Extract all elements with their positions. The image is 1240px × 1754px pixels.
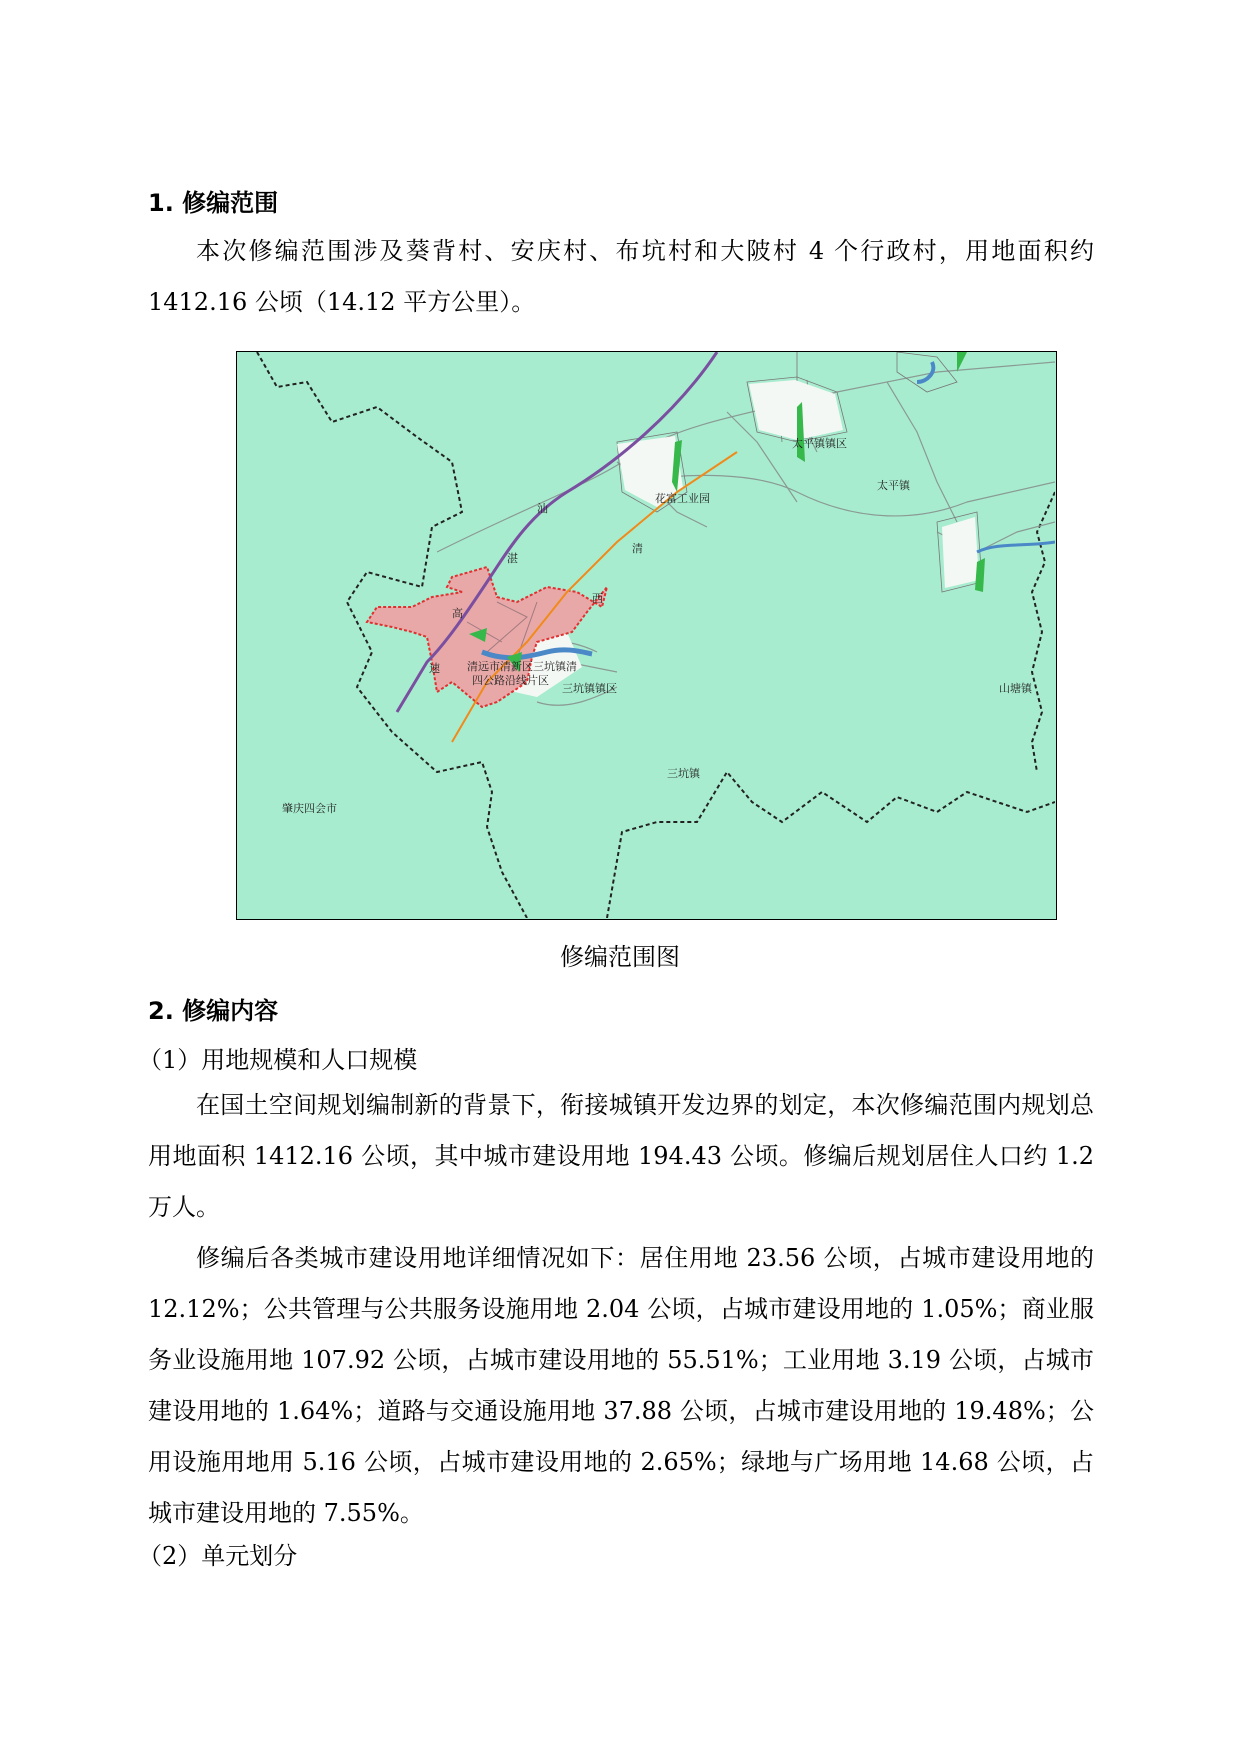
label-shantang: 山塘镇 xyxy=(999,682,1032,695)
label-sihui: 肇庆四会市 xyxy=(282,802,337,815)
map-caption: 修编范围图 xyxy=(560,943,680,971)
road-char-5: 高 xyxy=(452,607,463,620)
section-2-paragraph-1: 在国土空间规划编制新的背景下，衔接城镇开发边界的划定，本次修编范围内规划总用地面积 1412.16 公顷，其中城市建设用地 194.43 公顷。修编后规划居住人口约 1.2 万人。 xyxy=(148,1091,1094,1221)
label-highlight-line2: 四公路沿线片区 xyxy=(472,674,549,687)
label-taiping-town-area: 太平镇镇区 xyxy=(792,437,847,450)
planning-scope-map xyxy=(236,351,1057,920)
section-2-heading: 2. 修编内容 xyxy=(148,997,279,1025)
label-sankeng-area: 三坑镇镇区 xyxy=(562,682,617,695)
label-tourism-park: 花富工业园 xyxy=(655,492,710,505)
section-2-paragraph-2: 修编后各类城市建设用地详细情况如下：居住用地 23.56 公顷，占城市建设用地的 12.12%；公共管理与公共服务设施用地 2.04 公顷，占城市建设用地的 1.05%；商业服务业设施用地 107.92 公顷，占城市建设用地的 55.51%；工业用地 3.19 公顷，占城市建设用地的 1.64%；道路与交通设施用地 37.88 公顷，占城市建设用地的 19.48%；公用设施用地用 5.16 公顷，占城市建设用地的 2.65%；绿地与广场用地 14.68 公顷，占城市建设用地的 7.55%。 xyxy=(148,1244,1094,1527)
road-char-3: 清 xyxy=(632,542,643,555)
road-char-1: 汕 xyxy=(537,502,548,515)
label-highlight-line1: 清远市清新区三坑镇清 xyxy=(467,660,577,673)
section-1-heading: 1. 修编范围 xyxy=(148,189,279,217)
road-char-2: 湛 xyxy=(507,552,518,565)
road-char-4: 西 xyxy=(592,592,603,605)
road-char-6: 速 xyxy=(429,662,440,675)
label-taiping: 太平镇 xyxy=(877,479,910,492)
label-sankeng: 三坑镇 xyxy=(667,767,700,780)
subsection-1-title: （1）用地规模和人口规模 xyxy=(138,1046,418,1074)
subsection-2-title: （2）单元划分 xyxy=(138,1542,298,1570)
section-1-paragraph: 本次修编范围涉及葵背村、安庆村、布坑村和大陂村 4 个行政村，用地面积约 1412.16 公顷（14.12 平方公里）。 xyxy=(148,237,1094,316)
